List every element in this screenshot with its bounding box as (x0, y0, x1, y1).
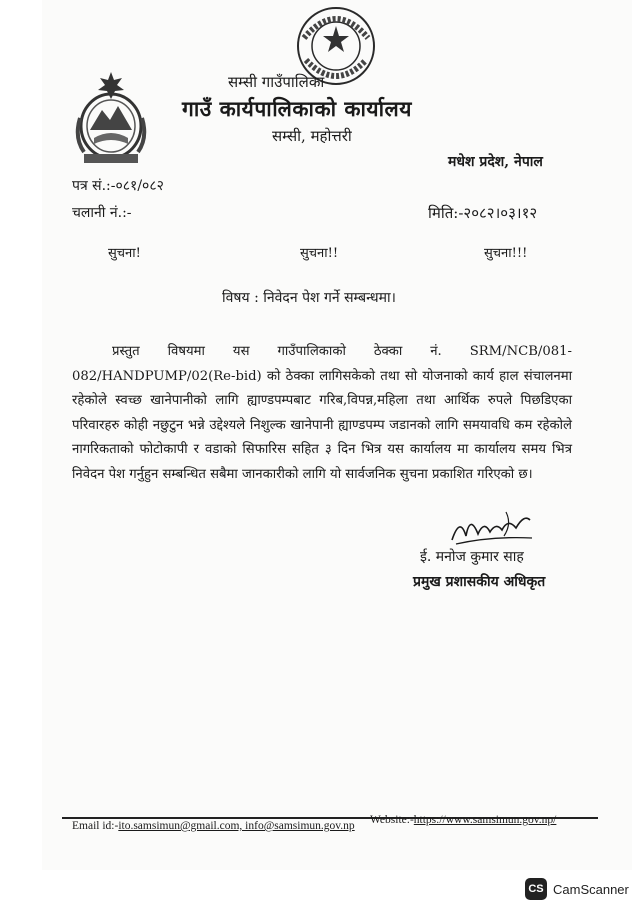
province-country: मधेश प्रदेश, नेपाल (448, 154, 543, 170)
signatory-name: ई. मनोज कुमार साह (420, 549, 524, 565)
notice-heading-1: सुचना! (108, 246, 141, 261)
nepal-emblem-logo (70, 68, 152, 168)
signatory-title: प्रमुख प्रशासकीय अधिकृत (413, 574, 546, 590)
website-link[interactable]: https://www.samsimun.gov.np/ (413, 814, 557, 826)
office-address: सम्सी, महोत्तरी (272, 127, 352, 145)
footer-email (72, 820, 355, 832)
dispatch-number: चलानी नं.:- (72, 205, 132, 221)
notice-heading-2: सुचना!! (300, 246, 339, 261)
footer-website (370, 814, 556, 826)
email-label: Email id:- (72, 820, 119, 832)
notice-body: प्रस्तुत विषयमा यस गाउँपालिकाको ठेक्का नं. SRM/NCB/081-082/HANDPUMP/02(Re-bid) को ठेक्का लागिसकेको तथा सो योजनाको कार्य हाल संचालनमा रहेकोले स्वच्छ खानेपानीको लागि ह्याण्डपम्पबाट गरिब,विपन्न,महिला तथा आर्थिक रुपले पिछडिएका परिवारहरु कोही नछुटुन भन्ने उद्देश्यले निशुल्क खानेपानी ह्याण्डपम्प जडानको लागि समयावधि कम रहेकोले नागरिकताको फोटोकापी र वडाको सिफारिस सहित ३ दिन भित्र यस कार्यालय मा कार्यालय समय भित्र निवेदन पेश गर्नुहुन सम्बन्धित सबैमा जानकारीको लागि यो सार्वजनिक सुचना प्रकाशित गरिएको छ। (72, 344, 572, 482)
camscanner-watermark (525, 878, 629, 900)
camscanner-label: CamScanner (553, 881, 629, 897)
letter-number: पत्र सं.:-०८१/०८२ (72, 178, 164, 194)
office-name-line2: गाउँ कार्यपालिकाको कार्यालय (182, 96, 412, 121)
subject-line: विषय : निवेदन पेश गर्ने सम्बन्धमा। (222, 290, 396, 306)
handwritten-signature (446, 506, 536, 550)
letter-date: मिति:-२०८२।०३।१२ (428, 204, 538, 222)
email-addresses[interactable]: ito.samsimun@gmail.com, info@samsimun.gov.np (118, 820, 355, 832)
notice-heading-3: सुचना!!! (484, 246, 528, 261)
website-label: Website:- (370, 814, 414, 826)
camscanner-icon: CS (525, 878, 547, 900)
office-name-line1: सम्सी गाउँपालिका (228, 73, 325, 91)
